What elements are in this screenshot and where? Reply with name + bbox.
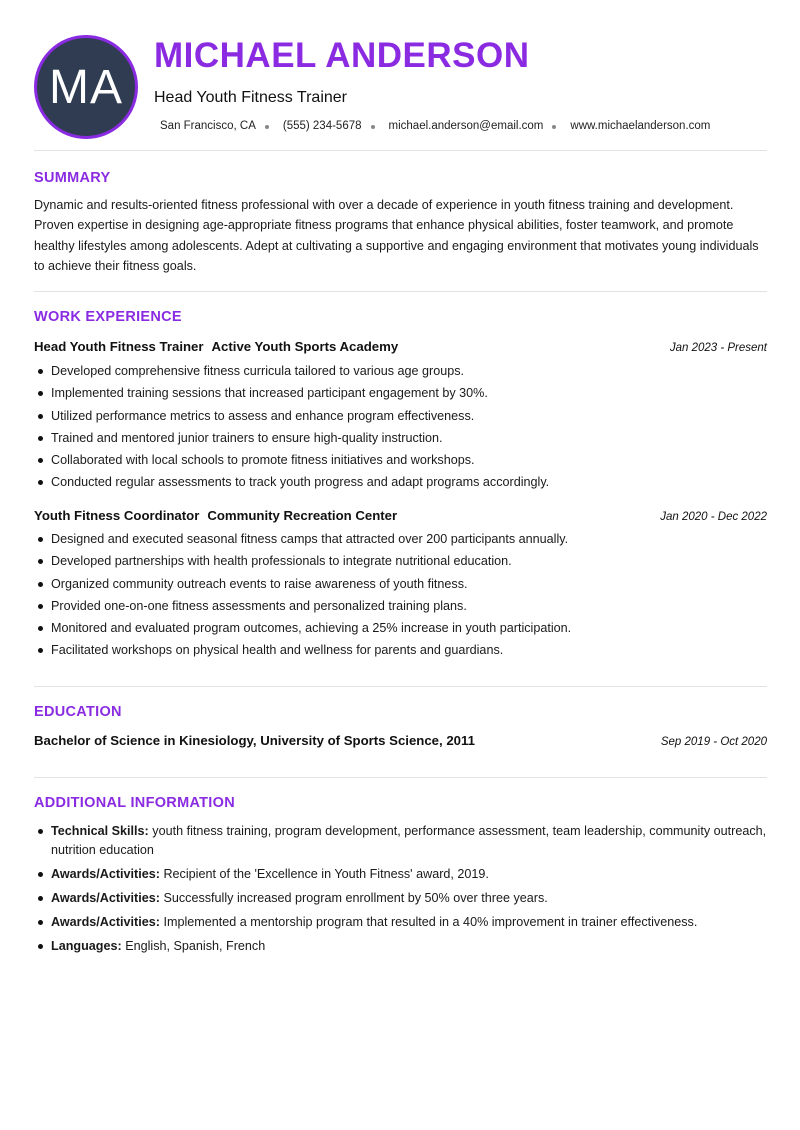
info-label: Awards/Activities: <box>51 891 160 905</box>
job-bullets <box>34 528 767 662</box>
list-item <box>34 822 767 860</box>
info-text: Implemented a mentorship program that resulted in a 40% improvement in trainer effectiveness. <box>163 915 698 929</box>
job-company: Active Youth Sports Academy <box>211 339 399 354</box>
contact-website[interactable]: www.michaelanderson.com <box>570 120 711 132</box>
list-item: Trained and mentored junior trainers to ensure high-quality instruction. <box>34 427 767 449</box>
summary-text: Dynamic and results-oriented fitness professional with over a decade of experience in youth fitness training and development. Proven expertise in designing age-appropriate fitness programs that enhance physical abilities, foster teamwork, and promote healthy lifestyles among adolescents. Adept at cultivating a supportive and engaging environment that motivates young individuals to achieve their fitness goals. <box>34 198 759 273</box>
info-text: youth fitness training, program development, performance assessment, team leadership, community outreach, nutrition education <box>51 824 767 857</box>
list-item: Implemented training sessions that increased participant engagement by 30%. <box>34 382 767 404</box>
experience-heading: WORK EXPERIENCE <box>34 309 182 325</box>
list-item: Conducted regular assessments to track youth progress and adapt programs accordingly. <box>34 471 767 493</box>
resume-page <box>34 0 767 953</box>
additional-list <box>34 822 767 961</box>
list-item: Designed and executed seasonal fitness camps that attracted over 200 participants annually. <box>34 528 767 550</box>
list-item: Monitored and evaluated program outcomes, achieving a 25% increase in youth participation. <box>34 617 767 639</box>
info-text: Recipient of the 'Excellence in Youth Fitness' award, 2019. <box>163 867 489 881</box>
contact-location: San Francisco, CA <box>160 120 256 132</box>
info-label: Languages: <box>51 939 122 953</box>
job-dates: Jan 2020 - Dec 2022 <box>660 511 767 523</box>
list-item: Developed partnerships with health professionals to integrate nutritional education. <box>34 550 767 572</box>
list-item: Collaborated with local schools to promote fitness initiatives and workshops. <box>34 449 767 471</box>
job-role-company <box>34 507 397 525</box>
job-role: Head Youth Fitness Trainer <box>34 339 204 354</box>
job-role-company <box>34 338 398 356</box>
candidate-name: MICHAEL ANDERSON <box>154 36 530 75</box>
divider <box>34 686 767 687</box>
list-item: Utilized performance metrics to assess and enhance program effectiveness. <box>34 405 767 427</box>
list-item: Organized community outreach events to raise awareness of youth fitness. <box>34 573 767 595</box>
education-dates: Sep 2019 - Oct 2020 <box>660 736 767 748</box>
divider <box>34 150 767 151</box>
contact-phone: (555) 234-5678 <box>282 120 362 132</box>
job-bullets <box>34 360 767 494</box>
info-label: Awards/Activities: <box>51 915 160 929</box>
info-text: English, Spanish, French <box>125 939 266 953</box>
education-heading: EDUCATION <box>34 704 122 720</box>
education-entry <box>34 733 767 748</box>
list-item <box>34 889 767 908</box>
job-header <box>34 507 767 525</box>
contact-line <box>160 120 710 132</box>
divider <box>34 777 767 778</box>
job-dates: Jan 2023 - Present <box>669 342 767 354</box>
job-header <box>34 338 767 356</box>
avatar-initials: MA <box>49 60 123 114</box>
info-label: Technical Skills: <box>51 824 149 838</box>
list-item: Developed comprehensive fitness curricula tailored to various age groups. <box>34 360 767 382</box>
list-item <box>34 913 767 932</box>
list-item <box>34 937 767 956</box>
list-item: Provided one-on-one fitness assessments and personalized training plans. <box>34 595 767 617</box>
degree: Bachelor of Science in Kinesiology, University of Sports Science, 2011 <box>34 733 475 748</box>
info-text: Successfully increased program enrollment by 50% over three years. <box>163 891 548 905</box>
contact-email[interactable]: michael.anderson@email.com <box>388 120 544 132</box>
additional-heading: ADDITIONAL INFORMATION <box>34 795 235 811</box>
job-role: Youth Fitness Coordinator <box>34 508 200 523</box>
separator-dot <box>265 125 269 129</box>
list-item <box>34 865 767 884</box>
job-company: Community Recreation Center <box>207 508 398 523</box>
summary-heading: SUMMARY <box>34 170 111 186</box>
avatar <box>34 35 138 139</box>
resume-header <box>34 0 767 150</box>
divider <box>34 291 767 292</box>
list-item: Facilitated workshops on physical health and wellness for parents and guardians. <box>34 639 767 661</box>
info-label: Awards/Activities: <box>51 867 160 881</box>
separator-dot <box>552 125 556 129</box>
candidate-title: Head Youth Fitness Trainer <box>154 89 348 106</box>
separator-dot <box>371 125 375 129</box>
